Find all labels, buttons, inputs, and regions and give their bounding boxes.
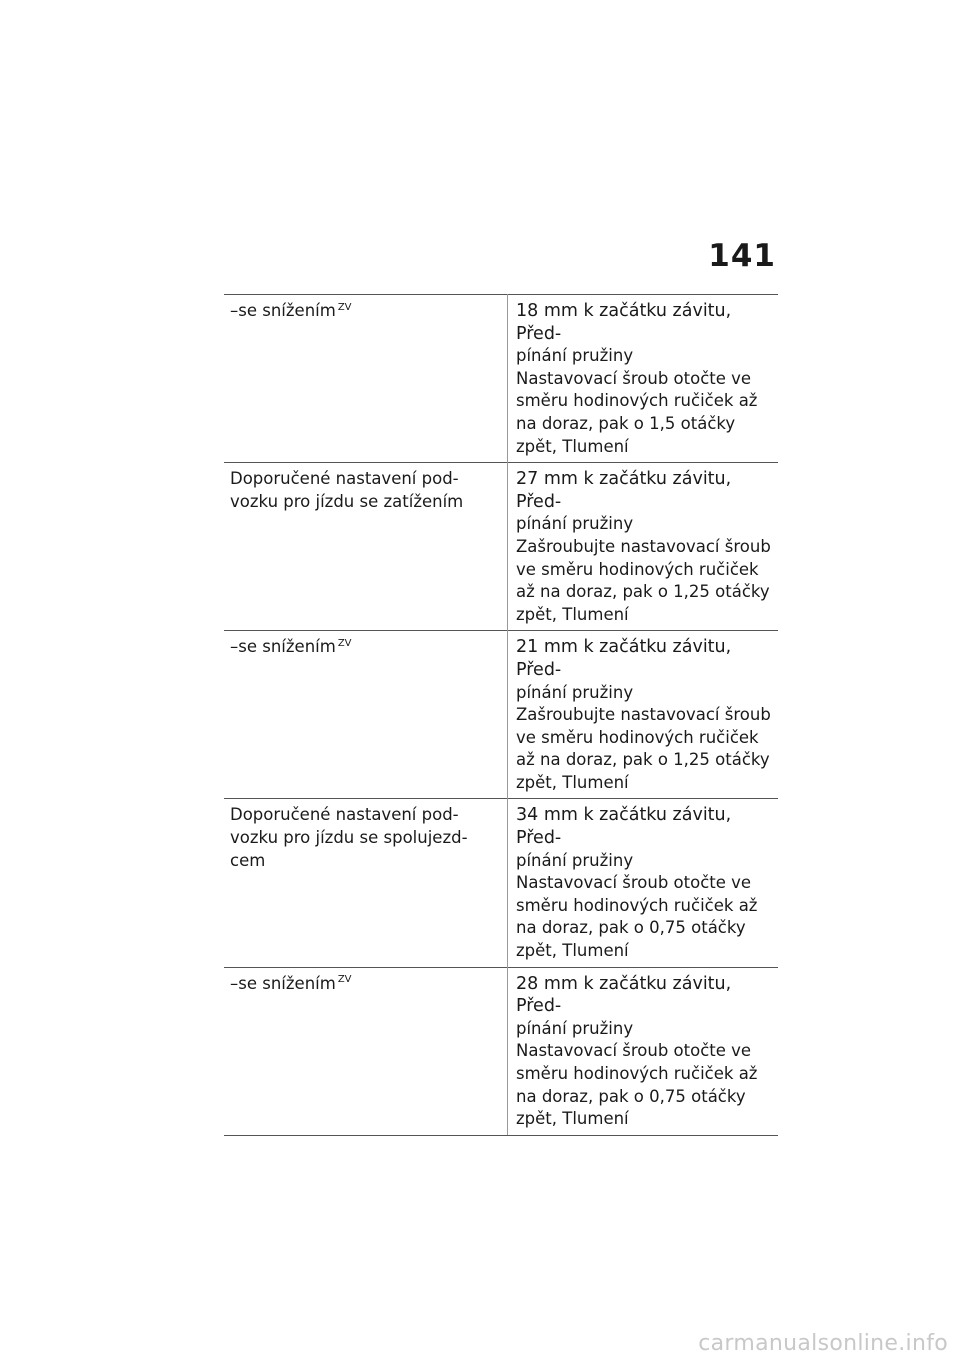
- setting-value-line: 27 mm k začátku závitu, Před-: [516, 469, 732, 512]
- setting-value-line: zpět, Tlumení: [516, 604, 629, 624]
- optional-equipment-marker: ZV: [337, 637, 352, 649]
- setting-value-line: zpět, Tlumení: [516, 436, 629, 456]
- table-row: [224, 799, 778, 967]
- setting-label: Doporučené nastavení pod- vozku pro jízdu se zatížením: [230, 469, 464, 511]
- setting-label: –se snížením: [230, 637, 336, 657]
- setting-value-line: 21 mm k začátku závitu, Před-: [516, 637, 732, 680]
- table-row: [224, 295, 778, 463]
- suspension-settings-table: [224, 294, 778, 1136]
- setting-value-line: 18 mm k začátku závitu, Před-: [516, 301, 732, 344]
- setting-value-line: Nastavovací šroub otočte ve: [516, 873, 752, 893]
- setting-value-cell: [508, 799, 779, 967]
- setting-label-cell: [224, 631, 508, 799]
- setting-value-line: Zašroubujte nastavovací šroub: [516, 536, 771, 556]
- setting-value-line: směru hodinových ručiček až: [516, 895, 758, 915]
- setting-label: –se snížením: [230, 301, 336, 320]
- setting-value-cell: [508, 463, 779, 631]
- setting-value-line: pínání pružiny: [516, 850, 634, 870]
- setting-label-cell: [224, 799, 508, 967]
- setting-value-line: pínání pružiny: [516, 346, 634, 366]
- page-number: 141: [708, 238, 776, 274]
- setting-value-cell: [508, 967, 779, 1135]
- setting-value-line: Zašroubujte nastavovací šroub: [516, 705, 771, 725]
- table-row: [224, 967, 778, 1135]
- setting-value-line: zpět, Tlumení: [516, 772, 629, 792]
- setting-value-line: směru hodinových ručiček až: [516, 1064, 758, 1083]
- setting-value-line: na doraz, pak o 0,75 otáčky: [516, 918, 746, 938]
- setting-label: Doporučené nastavení pod- vozku pro jízdu se spolujezd- cem: [230, 805, 468, 870]
- setting-value-line: 28 mm k začátku závitu, Před-: [516, 973, 732, 1017]
- setting-value-line: až na doraz, pak o 1,25 otáčky: [516, 582, 770, 602]
- watermark: carmanualsonline.info: [698, 1331, 948, 1356]
- setting-value-line: pínání pružiny: [516, 1018, 634, 1038]
- setting-value-line: směru hodinových ručiček až: [516, 391, 758, 411]
- setting-value-line: zpět, Tlumení: [516, 1109, 629, 1129]
- setting-value-line: na doraz, pak o 1,5 otáčky: [516, 413, 736, 433]
- table-row: [224, 463, 778, 631]
- setting-label-cell: [224, 463, 508, 631]
- setting-value-line: pínání pružiny: [516, 682, 634, 702]
- setting-label-cell: [224, 967, 508, 1135]
- setting-value-line: zpět, Tlumení: [516, 941, 629, 961]
- setting-label: –se snížením: [230, 973, 336, 993]
- setting-value-line: na doraz, pak o 0,75 otáčky: [516, 1086, 746, 1106]
- setting-value-cell: [508, 295, 779, 463]
- setting-value-cell: [508, 631, 779, 799]
- table-body: [224, 295, 778, 1136]
- setting-value-line: Nastavovací šroub otočte ve: [516, 368, 752, 388]
- setting-value-line: ve směru hodinových ručiček: [516, 559, 759, 579]
- table-row: [224, 631, 778, 799]
- setting-value-line: až na doraz, pak o 1,25 otáčky: [516, 750, 770, 770]
- optional-equipment-marker: ZV: [337, 301, 352, 313]
- setting-label-cell: [224, 295, 508, 463]
- setting-value-line: 34 mm k začátku závitu, Před-: [516, 805, 732, 849]
- setting-value-line: ve směru hodinových ručiček: [516, 727, 759, 747]
- setting-value-line: Nastavovací šroub otočte ve: [516, 1041, 752, 1061]
- optional-equipment-marker: ZV: [337, 974, 352, 986]
- setting-value-line: pínání pružiny: [516, 514, 634, 534]
